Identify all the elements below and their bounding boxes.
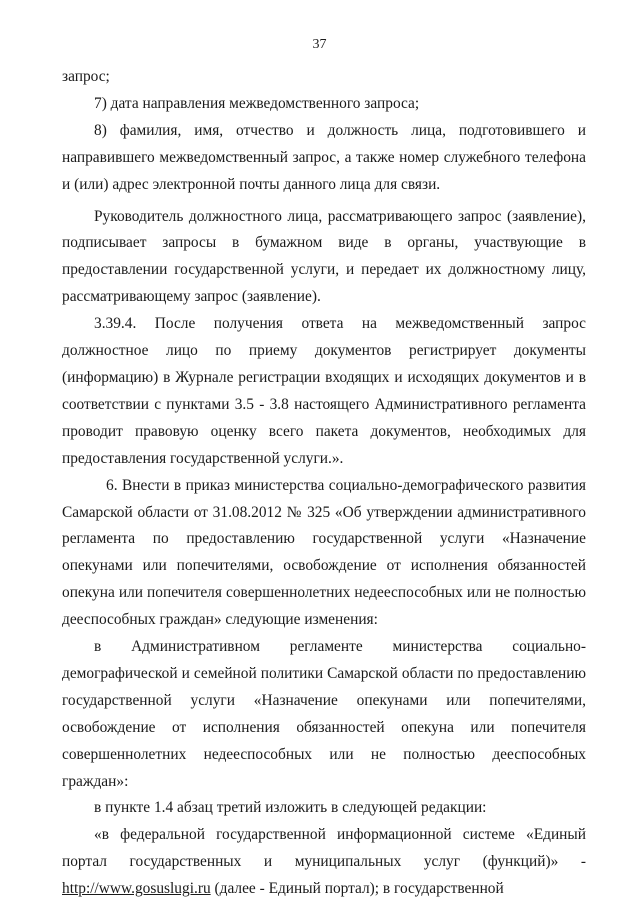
document-body bbox=[62, 64, 586, 903]
gosuslugi-link[interactable]: http://www.gosuslugi.ru bbox=[62, 880, 211, 898]
paragraph-new-wording bbox=[62, 822, 586, 903]
paragraph-item-6: 6. Внести в приказ министерства социально-демографического развития Самарской области от 31.08.2012 № 325 «Об утверждении административного регламента по предоставлению государственной услуги «Назначение опекунами или попечителями, освобождение от исполнения обязанностей опекуна или попечителя совершеннолетних недееспособных или не полностью дееспособных граждан» следующие изменения: bbox=[62, 476, 586, 629]
new-wording-text-end: (далее - Единый портал); в государственной bbox=[210, 880, 504, 898]
new-wording-text-start: «в федеральной государственной информационной системе «Единый портал государственных и муниципальных услуг (функций)» - bbox=[62, 826, 586, 871]
page-number: 37 bbox=[312, 37, 327, 52]
paragraph-head-signing: Руководитель должностного лица, рассматривающего запрос (заявление), подписывает запросы в бумажном виде в органы, участвующие в предоставлении государственной услуги, и передает их должностному лицу, рассматривающему запрос (заявление). bbox=[62, 207, 586, 306]
paragraph-item-7: 7) дата направления межведомственного запроса; bbox=[94, 94, 420, 112]
paragraph-continuation: запрос; bbox=[62, 68, 110, 85]
paragraph-3-39-4: 3.39.4. После получения ответа на межведомственный запрос должностное лицо по приему документов регистрирует документы (информацию) в Журнале регистрации входящих и исходящих документов и в соответствии с пунктами 3.5 - 3.8 настоящего Административного регламента проводит правовую оценку всего пакета документов, необходимых для предоставления государственной услуги.». bbox=[62, 315, 586, 467]
paragraph-item-8: 8) фамилия, имя, отчество и должность лица, подготовившего и направившего межведомственный запрос, а также номер служебного телефона и (или) адрес электронной почты данного лица для связи. bbox=[62, 121, 586, 193]
paragraph-regulation-amendment: в Административном регламенте министерства социально-демографической и семейной политики Самарской области по предоставлению государственной услуги «Назначение опекунами или попечителями, освобождение от исполнения обязанностей опекуна или попечителя совершеннолетних недееспособных или не полностью дееспособных граждан»: bbox=[62, 638, 586, 790]
paragraph-point-1-4: в пункте 1.4 абзац третий изложить в следующей редакции: bbox=[94, 799, 487, 817]
